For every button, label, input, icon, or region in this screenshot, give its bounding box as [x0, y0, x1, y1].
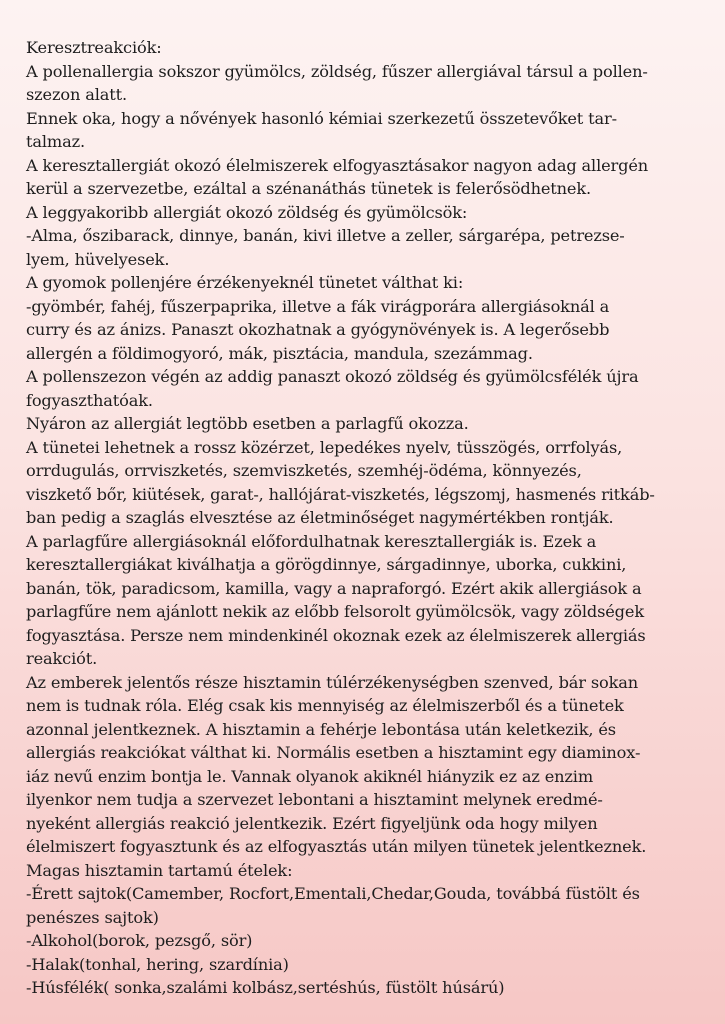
text-line: A tünetei lehetnek a rossz közérzet, lepedékes nyelv, tüsszögés, orrfolyás,: [26, 437, 623, 457]
text-line: kerül a szervezetbe, ezáltal a szénanáthás tünetek is felerősödhetnek.: [26, 179, 592, 198]
text-line: banán, tök, paradicsom, kamilla, vagy a napraforgó. Ezért akik allergiások a: [26, 578, 642, 598]
text-line: orrdugulás, orrviszketés, szemviszketés, szemhéj-ödéma, könnyezés,: [26, 461, 582, 480]
text-line: -Alma, őszibarack, dinnye, banán, kivi illetve a zeller, sárgarépa, petrezse-: [26, 226, 625, 245]
text-line: iáz nevű enzim bontja le. Vannak olyanok akiknél hiányzik ez az enzim: [26, 766, 594, 786]
text-line: fogyaszthatóak.: [26, 390, 153, 410]
text-line: penészes sajtok): [26, 907, 159, 927]
text-line: viszkető bőr, kiütések, garat-, hallójárat-viszketés, légszomj, hasmenés ritkáb-: [26, 484, 655, 504]
text-line: keresztallergiákat kiválhatja a görögdinnye, sárgadinnye, uborka, cukkini,: [26, 555, 627, 574]
text-line: A keresztallergiát okozó élelmiszerek elfogyasztásakor nagyon adag allergén: [26, 155, 649, 175]
text-line: -gyömbér, fahéj, fűszerpaprika, illetve a fák virágporára allergiásoknál a: [26, 296, 610, 316]
text-line: szezon alatt.: [26, 85, 127, 104]
text-line: Az emberek jelentős része hisztamin túlérzékenységben szenved, bár sokan: [26, 672, 639, 692]
text-line: curry és az ánizs. Panaszt okozhatnak a gyógynövények is. A legerősebb: [26, 320, 610, 339]
text-line: -Érett sajtok(Camember, Rocfort,Ementali,Chedar,Gouda, továbbá füstölt és: [26, 884, 640, 903]
text-line: parlagfűre nem ajánlott nekik az előbb felsorolt gyümölcsök, vagy zöldségek: [26, 602, 644, 621]
text-line: allergén a földimogyoró, mák, pisztácia, mandula, szezámmag.: [26, 343, 533, 363]
text-line: A parlagfűre allergiásoknál előfordulhatnak keresztallergiák is. Ezek a: [26, 531, 597, 551]
text-line: Ennek oka, hogy a nővények hasonló kémiai szerkezetű összetevőket tar-: [26, 108, 617, 128]
text-line: A pollenszezon végén az addig panaszt okozó zöldség és gyümölcsfélék újra: [26, 367, 639, 386]
text-line: -Halak(tonhal, hering, szardínia): [26, 954, 289, 974]
text-line: A pollenallergia sokszor gyümölcs, zöldség, fűszer allergiával társul a pollen-: [26, 61, 648, 81]
text-line: allergiás reakciókat válthat ki. Normális esetben a hisztamint egy diaminox-: [26, 743, 641, 762]
text-line: A gyomok pollenjére érzékenyeknél tünetet válthat ki:: [26, 273, 464, 292]
text-line: -Alkohol(borok, pezsgő, sör): [26, 931, 253, 950]
text-line: -Húsfélék( sonka,szalámi kolbász,sertéshús, füstölt húsárú): [26, 978, 505, 997]
text-line: Magas hisztamin tartamú ételek:: [26, 860, 293, 880]
text-line: nem is tudnak róla. Elég csak kis mennyiség az élelmiszerből és a tünetek: [26, 696, 624, 715]
text-line: nyeként allergiás reakció jelentkezik. Ezért figyeljünk oda hogy milyen: [26, 813, 598, 833]
text-line: ban pedig a szaglás elvesztése az életminőséget nagymértékben rontják.: [26, 508, 614, 527]
text-line: azonnal jelentkeznek. A hisztamin a fehérje lebontása után keletkezik, és: [26, 719, 616, 739]
text-line: élelmiszert fogyasztunk és az elfogyasztás után milyen tünetek jelentkeznek.: [26, 837, 647, 856]
document-body: [26, 36, 695, 1000]
text-line: Nyáron az allergiát legtöbb esetben a parlagfű okozza.: [26, 414, 469, 433]
text-line: fogyasztása. Persze nem mindenkinél okoznak ezek az élelmiszerek allergiás: [26, 625, 646, 645]
text-line: A leggyakoribb allergiát okozó zöldség és gyümölcsök:: [26, 202, 468, 222]
text-line: lyem, hüvelyesek.: [26, 249, 170, 269]
text-line: reakciót.: [26, 649, 98, 668]
text-line: ilyenkor nem tudja a szervezet lebontani a hisztamint melynek eredmé-: [26, 790, 603, 809]
document-heading: Keresztreakciók:: [26, 38, 162, 57]
text-line: talmaz.: [26, 132, 85, 151]
